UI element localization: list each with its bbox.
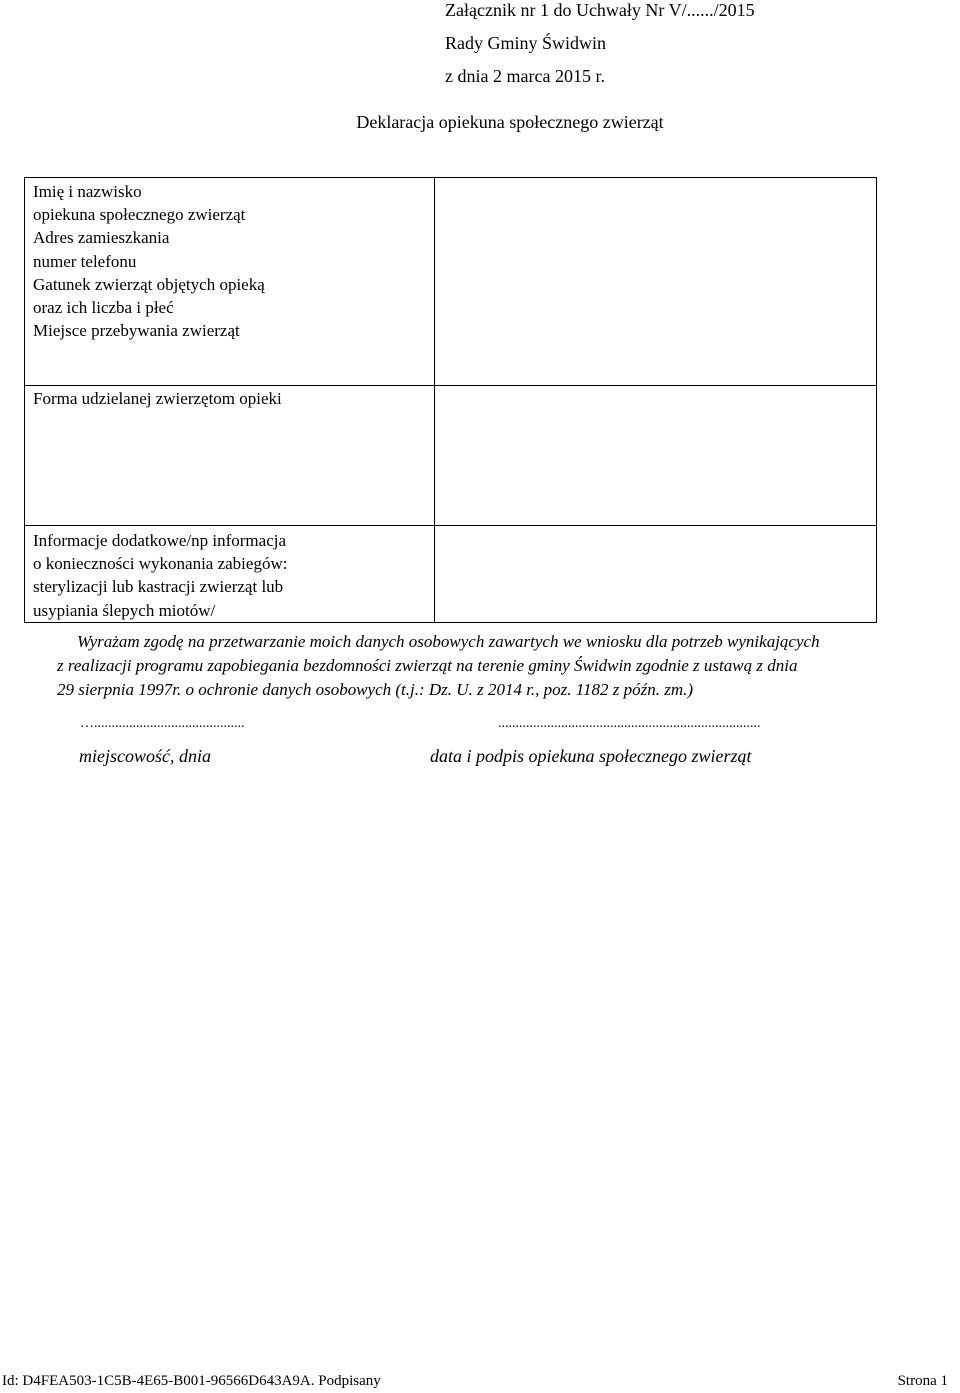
declaration-form-table [24,177,877,623]
additional-info-field[interactable] [435,526,877,623]
label-guardian: opiekuna społecznego zwierząt [33,205,246,225]
data-processing-consent [57,630,960,702]
place-date-signature-line[interactable]: …........................................... [80,716,245,731]
form-row-additional-info [25,526,877,623]
personal-data-field[interactable] [435,178,877,386]
label-name: Imię i nazwisko [33,182,142,201]
footer-document-id: Id: D4FEA503-1C5B-4E65-B001-96566D643A9A. Podpisany [2,1373,381,1389]
document-title: Deklaracja opiekuna społecznego zwierząt [356,112,664,132]
label-additional-info-3: sterylizacji lub kastracji zwierząt lub [33,577,284,597]
header-council-line: Rady Gminy Świdwin [445,33,607,53]
label-location: Miejsce przebywania zwierząt [33,321,240,341]
label-additional-info-2: o konieczności wykonania zabiegów: [33,554,288,574]
care-form-field[interactable] [435,386,877,526]
consent-line-1: Wyrażam zgodę na przetwarzanie moich danych osobowych zawartych we wniosku dla potrzeb wynikających [77,632,820,651]
header-date-line: z dnia 2 marca 2015 r. [445,66,605,86]
label-additional-info-1: Informacje dodatkowe/np informacja [33,531,287,550]
label-additional-info-4: usypiania ślepych miotów/ [33,600,216,620]
label-cell-personal-data [25,178,435,386]
form-row-personal-data [25,178,877,386]
header-attachment-line: Załącznik nr 1 do Uchwały Nr V/....../2015 [445,0,755,20]
guardian-signature-label: data i podpis opiekuna społecznego zwierząt [430,746,752,766]
label-cell-additional-info [25,526,435,623]
footer-page-number: Strona 1 [897,1373,948,1389]
label-address: Adres zamieszkania [33,228,170,248]
place-date-label: miejscowość, dnia [79,746,211,766]
consent-line-2: z realizacji programu zapobiegania bezdomności zwierząt na terenie gminy Świdwin zgodnie z ustawą z dnia [57,656,798,675]
form-row-care-form [25,386,877,526]
label-species: Gatunek zwierząt objętych opieką [33,274,265,294]
consent-line-3: 29 sierpnia 1997r. o ochronie danych osobowych (t.j.: Dz. U. z 2014 r., poz. 1182 z późn. zm.) [57,680,694,699]
label-count-sex: oraz ich liczba i płeć [33,298,174,318]
label-care-form: Forma udzielanej zwierzętom opieki [33,389,282,408]
label-cell-care-form [25,386,435,526]
guardian-signature-line[interactable]: ........................................................................... [498,716,761,731]
label-phone: numer telefonu [33,251,137,271]
